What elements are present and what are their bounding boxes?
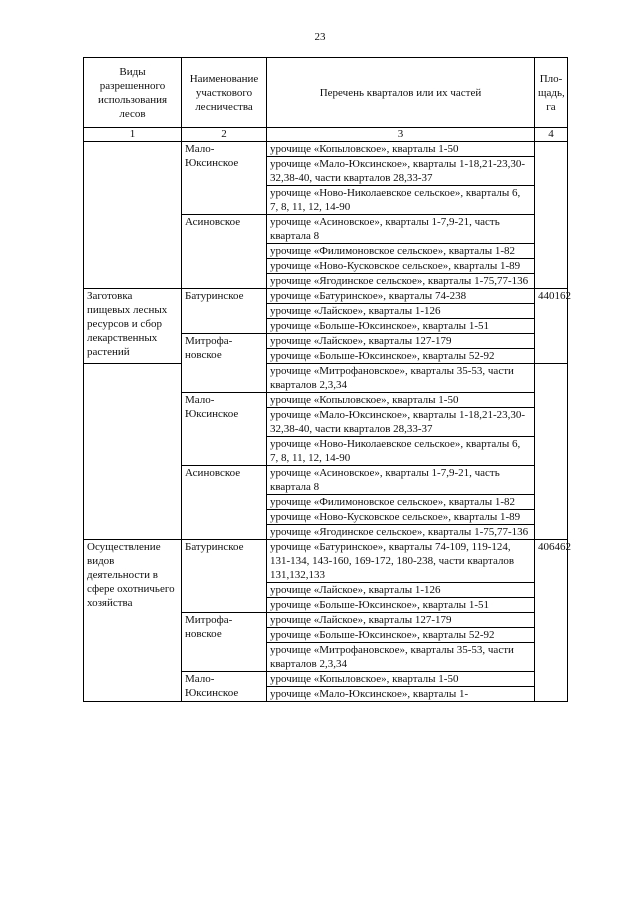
header-forestry-name: Наименование участкового лесничества xyxy=(182,58,267,128)
quarters-cell: урочище «Ново-Николаевское сельское», кварталы 6, 7, 8, 11, 12, 14-90 xyxy=(267,186,535,215)
header-use-type: Виды разрешенного использования лесов xyxy=(84,58,182,128)
col-number: 2 xyxy=(182,128,267,142)
quarters-cell: урочище «Ягодинское сельское», кварталы 1-75,77-136 xyxy=(267,525,535,540)
col-number: 3 xyxy=(267,128,535,142)
quarters-cell: урочище «Больше-Юксинское», кварталы 52-92 xyxy=(267,349,535,364)
quarters-cell: урочище «Батуринское», кварталы 74-238 xyxy=(267,289,535,304)
quarters-cell: урочище «Митрофановское», кварталы 35-53, части кварталов 2,3,34 xyxy=(267,643,535,672)
forestry-cell: Митрофа-новское xyxy=(182,334,267,393)
forestry-cell: Мало-Юксинское xyxy=(182,393,267,466)
forestry-cell: Мало-Юксинское xyxy=(182,142,267,215)
use-type-cell xyxy=(84,364,182,540)
quarters-cell: урочище «Больше-Юксинское», кварталы 1-51 xyxy=(267,319,535,334)
quarters-cell: урочище «Батуринское», кварталы 74-109, 119-124, 131-134, 143-160, 169-172, 180-238, части кварталов 131,132,133 xyxy=(267,540,535,583)
area-cell xyxy=(535,364,568,540)
quarters-cell: урочище «Лайское», кварталы 1-126 xyxy=(267,304,535,319)
quarters-cell: урочище «Лайское», кварталы 127-179 xyxy=(267,613,535,628)
header-area: Пло-щадь, га xyxy=(535,58,568,128)
quarters-cell: урочище «Копыловское», кварталы 1-50 xyxy=(267,393,535,408)
quarters-cell: урочище «Ново-Кусковское сельское», кварталы 1-89 xyxy=(267,259,535,274)
quarters-cell: урочище «Филимоновское сельское», кварталы 1-82 xyxy=(267,244,535,259)
column-number-row xyxy=(84,128,568,142)
quarters-cell: урочище «Асиновское», кварталы 1-7,9-21, часть квартала 8 xyxy=(267,466,535,495)
quarters-cell: урочище «Копыловское», кварталы 1-50 xyxy=(267,142,535,157)
forestry-cell: Асиновское xyxy=(182,215,267,289)
table-row xyxy=(84,364,568,393)
table-row xyxy=(84,142,568,157)
quarters-cell: урочище «Больше-Юксинское», кварталы 1-51 xyxy=(267,598,535,613)
quarters-cell: урочище «Лайское», кварталы 1-126 xyxy=(267,583,535,598)
use-type-cell: Осуществление видов деятельности в сфере охотничьего хозяйства xyxy=(84,540,182,702)
use-type-cell: Заготовка пищевых лесных ресурсов и сбор лекарственных растений xyxy=(84,289,182,364)
area-cell xyxy=(535,142,568,289)
area-cell: 406462 xyxy=(535,540,568,702)
forestry-cell: Батуринское xyxy=(182,540,267,613)
use-type-cell xyxy=(84,142,182,289)
col-number: 1 xyxy=(84,128,182,142)
quarters-cell: урочище «Асиновское», кварталы 1-7,9-21, часть квартала 8 xyxy=(267,215,535,244)
quarters-cell: урочище «Мало-Юксинское», кварталы 1- xyxy=(267,687,535,702)
quarters-cell: урочище «Лайское», кварталы 127-179 xyxy=(267,334,535,349)
quarters-cell: урочище «Копыловское», кварталы 1-50 xyxy=(267,672,535,687)
quarters-cell: урочище «Ягодинское сельское», кварталы 1-75,77-136 xyxy=(267,274,535,289)
table-row xyxy=(84,289,568,304)
forestry-cell: Митрофа-новское xyxy=(182,613,267,672)
forest-use-table xyxy=(83,57,571,702)
forestry-cell: Батуринское xyxy=(182,289,267,334)
quarters-cell: урочище «Митрофановское», кварталы 35-53, части кварталов 2,3,34 xyxy=(267,364,535,393)
quarters-cell: урочище «Филимоновское сельское», кварталы 1-82 xyxy=(267,495,535,510)
header-quarters-list: Перечень кварталов или их частей xyxy=(267,58,535,128)
area-cell: 440162 xyxy=(535,289,568,364)
quarters-cell: урочище «Ново-Кусковское сельское», кварталы 1-89 xyxy=(267,510,535,525)
quarters-cell: урочище «Мало-Юксинское», кварталы 1-18,21-23,30-32,38-40, части кварталов 28,33-37 xyxy=(267,408,535,437)
table-row xyxy=(84,540,568,583)
forestry-cell: Мало-Юксинское xyxy=(182,672,267,702)
table-header-row xyxy=(84,58,568,128)
quarters-cell: урочище «Ново-Николаевское сельское», кварталы 6, 7, 8, 11, 12, 14-90 xyxy=(267,437,535,466)
page-number: 23 xyxy=(314,31,326,43)
quarters-cell: урочище «Больше-Юксинское», кварталы 52-92 xyxy=(267,628,535,643)
forestry-cell: Асиновское xyxy=(182,466,267,540)
quarters-cell: урочище «Мало-Юксинское», кварталы 1-18,21-23,30-32,38-40, части кварталов 28,33-37 xyxy=(267,157,535,186)
col-number: 4 xyxy=(535,128,568,142)
